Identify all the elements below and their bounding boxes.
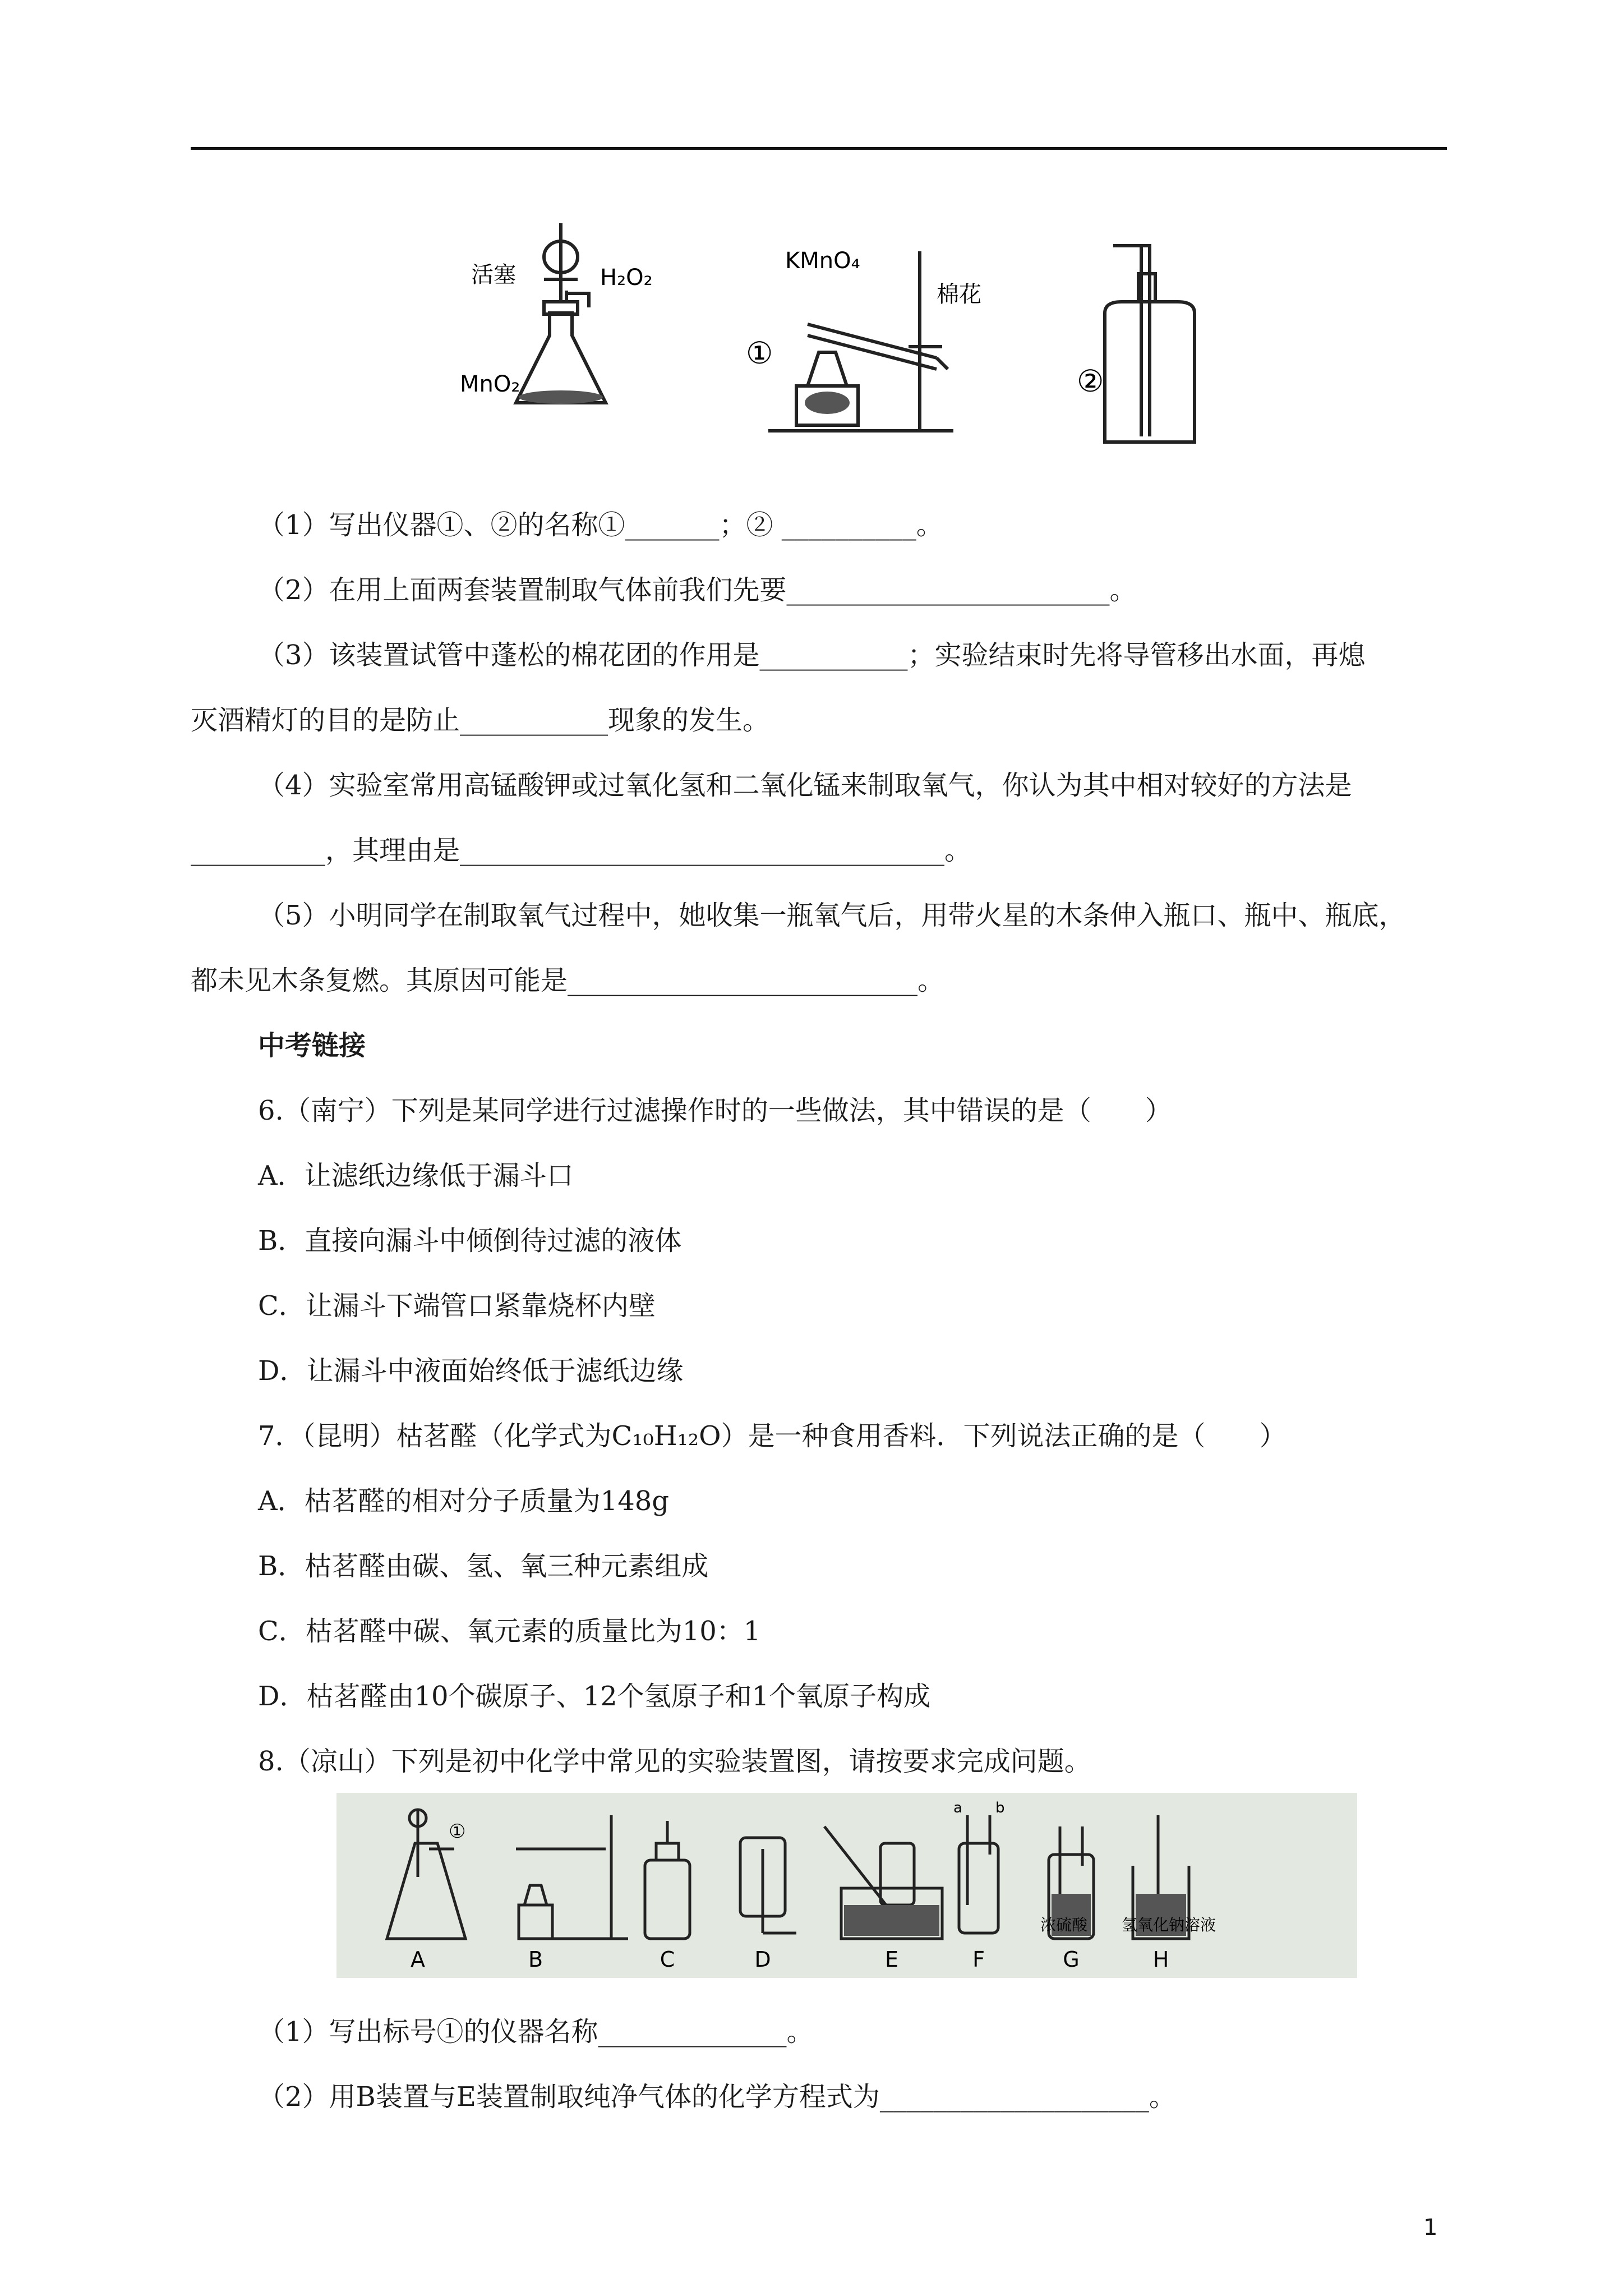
question-5-5: （5）小明同学在制取氧气过程中，她收集一瓶氧气后，用带火星的木条伸入瓶口、瓶中、瓶底， [258, 900, 1406, 931]
apparatus-label-e: E [884, 1947, 899, 1972]
question-7-option-b: B．枯茗醛由碳、氢、氧三种元素组成 [258, 1550, 709, 1582]
port-b-label: b [995, 1800, 1005, 1816]
g-liquid-label: 浓硫酸 [1040, 1916, 1088, 1934]
header-rule [191, 147, 1447, 150]
apparatus-figure-2 [336, 1793, 1357, 1978]
question-5-4: （4）实验室常用高锰酸钾或过氧化氢和二氧化锰来制取氧气，你认为其中相对较好的方法是 [258, 770, 1352, 801]
question-8-1: （1）写出标号①的仪器名称______________。 [258, 2016, 814, 2047]
question-7-option-c: C．枯茗醛中碳、氧元素的质量比为10：1 [258, 1616, 761, 1647]
question-6-option-b: B．直接向漏斗中倾倒待过滤的液体 [258, 1225, 682, 1257]
apparatus-label-g: G [1063, 1947, 1080, 1972]
section-heading: 中考链接 [258, 1030, 366, 1061]
question-8-2: （2）用B装置与E装置制取纯净气体的化学方程式为____________________。 [258, 2081, 1176, 2113]
apparatus-label-b: B [528, 1947, 543, 1972]
marker-2: ② [1077, 364, 1104, 399]
question-6: 6.（南宁）下列是某同学进行过滤操作时的一些做法，其中错误的是（ ） [258, 1095, 1172, 1126]
cotton-label: 棉花 [937, 282, 981, 307]
question-5-3: （3）该装置试管中蓬松的棉花团的作用是___________；实验结束时先将导管移出水面，再熄 [258, 639, 1366, 671]
question-7-option-d: D．枯茗醛由10个碳原子、12个氢原子和1个氧原子构成 [258, 1681, 931, 1712]
stopcock-label: 活塞 [471, 262, 516, 288]
apparatus-label-h: H [1152, 1947, 1169, 1972]
question-6-option-c: C．让漏斗下端管口紧靠烧杯内壁 [258, 1290, 656, 1322]
figure2-marker-1: ① [449, 1820, 466, 1843]
apparatus-label-f: F [972, 1947, 985, 1972]
h2o2-label: H₂O₂ [600, 265, 653, 291]
apparatus-label-c: C [660, 1947, 675, 1972]
kmno4-label: KMnO₄ [785, 248, 860, 274]
h-liquid-label: 氢氧化钠溶液 [1122, 1916, 1216, 1934]
page-number: 1 [1423, 2215, 1438, 2240]
question-5-2: （2）在用上面两套装置制取气体前我们先要________________________。 [258, 574, 1137, 606]
question-7-option-a: A．枯茗醛的相对分子质量为148g [258, 1485, 670, 1517]
question-6-option-a: A．让滤纸边缘低于漏斗口 [258, 1160, 574, 1191]
question-5-1: （1）写出仪器①、②的名称①_______；② __________。 [258, 509, 943, 541]
question-8: 8.（凉山）下列是初中化学中常见的实验装置图，请按要求完成问题。 [258, 1746, 1091, 1777]
marker-1: ① [746, 335, 773, 371]
question-5-5-cont: 都未见木条复燃。其原因可能是__________________________。 [191, 965, 945, 996]
apparatus-label-a: A [411, 1947, 425, 1972]
question-5-3-cont: 灭酒精灯的目的是防止___________现象的发生。 [191, 705, 770, 736]
question-5-4-cont: __________，其理由是____________________________________。 [191, 835, 972, 866]
apparatus-label-d: D [754, 1947, 771, 1972]
apparatus-figure-1 [449, 218, 1245, 470]
question-7: 7．（昆明）枯茗醛（化学式为C₁₀H₁₂O）是一种食用香料．下列说法正确的是（ ） [258, 1420, 1287, 1452]
question-6-option-d: D．让漏斗中液面始终低于滤纸边缘 [258, 1355, 684, 1387]
mno2-label: MnO₂ [460, 371, 520, 397]
port-a-label: a [953, 1800, 962, 1816]
